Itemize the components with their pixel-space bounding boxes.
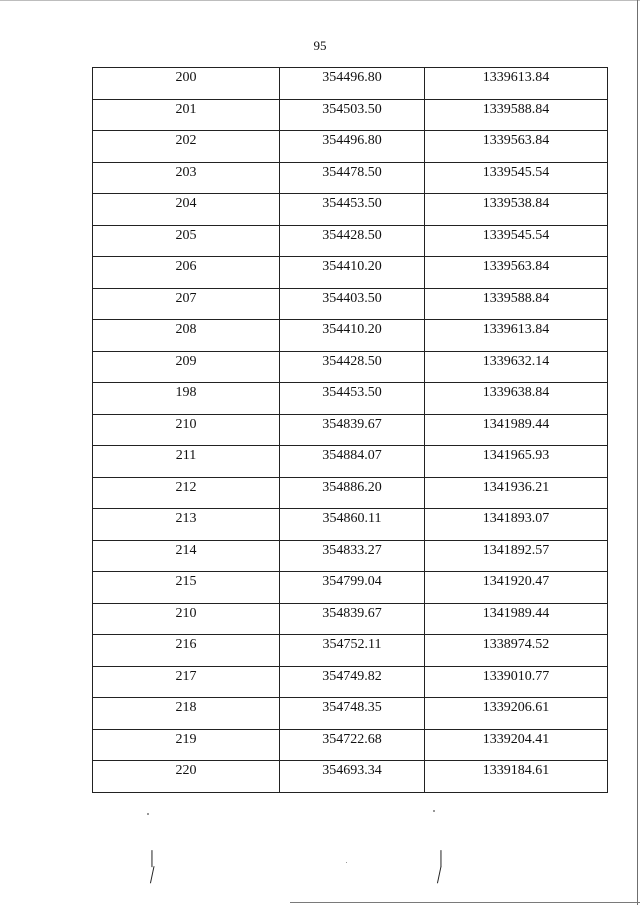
x-coordinate-cell: 354799.04 <box>280 572 425 604</box>
point-id-cell: 219 <box>93 729 280 761</box>
y-coordinate-cell: 1339588.84 <box>425 99 608 131</box>
table-row <box>93 761 608 793</box>
table-row <box>93 540 608 572</box>
table-row <box>93 383 608 415</box>
scan-mark-left: │ <box>145 868 159 883</box>
y-coordinate-cell: 1339010.77 <box>425 666 608 698</box>
scan-speck <box>433 810 435 812</box>
y-coordinate-cell: 1339545.54 <box>425 162 608 194</box>
table-row <box>93 635 608 667</box>
y-coordinate-cell: 1339545.54 <box>425 225 608 257</box>
table-row <box>93 162 608 194</box>
scan-speck <box>346 862 347 863</box>
x-coordinate-cell: 354833.27 <box>280 540 425 572</box>
x-coordinate-cell: 354496.80 <box>280 131 425 163</box>
y-coordinate-cell: 1341936.21 <box>425 477 608 509</box>
y-coordinate-cell: 1339632.14 <box>425 351 608 383</box>
x-coordinate-cell: 354410.20 <box>280 257 425 289</box>
point-id-cell: 205 <box>93 225 280 257</box>
y-coordinate-cell: 1339563.84 <box>425 257 608 289</box>
x-coordinate-cell: 354722.68 <box>280 729 425 761</box>
point-id-cell: 211 <box>93 446 280 478</box>
page-edge-top <box>0 0 640 1</box>
point-id-cell: 204 <box>93 194 280 226</box>
point-id-cell: 210 <box>93 603 280 635</box>
point-id-cell: 220 <box>93 761 280 793</box>
x-coordinate-cell: 354453.50 <box>280 194 425 226</box>
scan-speck <box>147 813 149 815</box>
table-row <box>93 99 608 131</box>
x-coordinate-cell: 354839.67 <box>280 603 425 635</box>
y-coordinate-cell: 1338974.52 <box>425 635 608 667</box>
point-id-cell: 217 <box>93 666 280 698</box>
point-id-cell: 201 <box>93 99 280 131</box>
point-id-cell: 207 <box>93 288 280 320</box>
point-id-cell: 209 <box>93 351 280 383</box>
table-row <box>93 603 608 635</box>
page-number: 95 <box>313 38 327 53</box>
point-id-cell: 208 <box>93 320 280 352</box>
x-coordinate-cell: 354496.80 <box>280 68 425 100</box>
point-id-cell: 213 <box>93 509 280 541</box>
point-id-cell: 203 <box>93 162 280 194</box>
x-coordinate-cell: 354503.50 <box>280 99 425 131</box>
x-coordinate-cell: 354410.20 <box>280 320 425 352</box>
x-coordinate-cell: 354453.50 <box>280 383 425 415</box>
point-id-cell: 202 <box>93 131 280 163</box>
y-coordinate-cell: 1339588.84 <box>425 288 608 320</box>
point-id-cell: 212 <box>93 477 280 509</box>
x-coordinate-cell: 354428.50 <box>280 351 425 383</box>
table-row <box>93 225 608 257</box>
y-coordinate-cell: 1339538.84 <box>425 194 608 226</box>
y-coordinate-cell: 1339638.84 <box>425 383 608 415</box>
page-edge-right <box>637 0 638 905</box>
point-id-cell: 214 <box>93 540 280 572</box>
y-coordinate-cell: 1339206.61 <box>425 698 608 730</box>
y-coordinate-cell: 1341920.47 <box>425 572 608 604</box>
page-edge-bottom <box>290 902 640 903</box>
table-row <box>93 446 608 478</box>
scan-mark-right: │ <box>436 852 446 867</box>
table-row <box>93 666 608 698</box>
scan-mark-right: │ <box>432 868 446 883</box>
x-coordinate-cell: 354748.35 <box>280 698 425 730</box>
x-coordinate-cell: 354886.20 <box>280 477 425 509</box>
table-row <box>93 194 608 226</box>
table-row <box>93 572 608 604</box>
table-row <box>93 288 608 320</box>
table-row <box>93 68 608 100</box>
point-id-cell: 218 <box>93 698 280 730</box>
point-id-cell: 200 <box>93 68 280 100</box>
scan-mark-left: │ <box>147 852 157 867</box>
y-coordinate-cell: 1339613.84 <box>425 68 608 100</box>
table-row <box>93 131 608 163</box>
x-coordinate-cell: 354693.34 <box>280 761 425 793</box>
table-row <box>93 509 608 541</box>
table-row <box>93 414 608 446</box>
y-coordinate-cell: 1341893.07 <box>425 509 608 541</box>
point-id-cell: 216 <box>93 635 280 667</box>
x-coordinate-cell: 354428.50 <box>280 225 425 257</box>
y-coordinate-cell: 1341989.44 <box>425 603 608 635</box>
y-coordinate-cell: 1341892.57 <box>425 540 608 572</box>
y-coordinate-cell: 1339563.84 <box>425 131 608 163</box>
x-coordinate-cell: 354839.67 <box>280 414 425 446</box>
point-id-cell: 210 <box>93 414 280 446</box>
table-row <box>93 257 608 289</box>
x-coordinate-cell: 354884.07 <box>280 446 425 478</box>
coordinates-table <box>92 67 608 793</box>
table-row <box>93 698 608 730</box>
x-coordinate-cell: 354403.50 <box>280 288 425 320</box>
x-coordinate-cell: 354478.50 <box>280 162 425 194</box>
point-id-cell: 198 <box>93 383 280 415</box>
x-coordinate-cell: 354860.11 <box>280 509 425 541</box>
table-row <box>93 320 608 352</box>
x-coordinate-cell: 354752.11 <box>280 635 425 667</box>
coordinates-table-body <box>93 68 608 793</box>
table-row <box>93 351 608 383</box>
point-id-cell: 206 <box>93 257 280 289</box>
point-id-cell: 215 <box>93 572 280 604</box>
y-coordinate-cell: 1339204.41 <box>425 729 608 761</box>
y-coordinate-cell: 1341965.93 <box>425 446 608 478</box>
y-coordinate-cell: 1341989.44 <box>425 414 608 446</box>
x-coordinate-cell: 354749.82 <box>280 666 425 698</box>
y-coordinate-cell: 1339613.84 <box>425 320 608 352</box>
table-row <box>93 477 608 509</box>
y-coordinate-cell: 1339184.61 <box>425 761 608 793</box>
table-row <box>93 729 608 761</box>
